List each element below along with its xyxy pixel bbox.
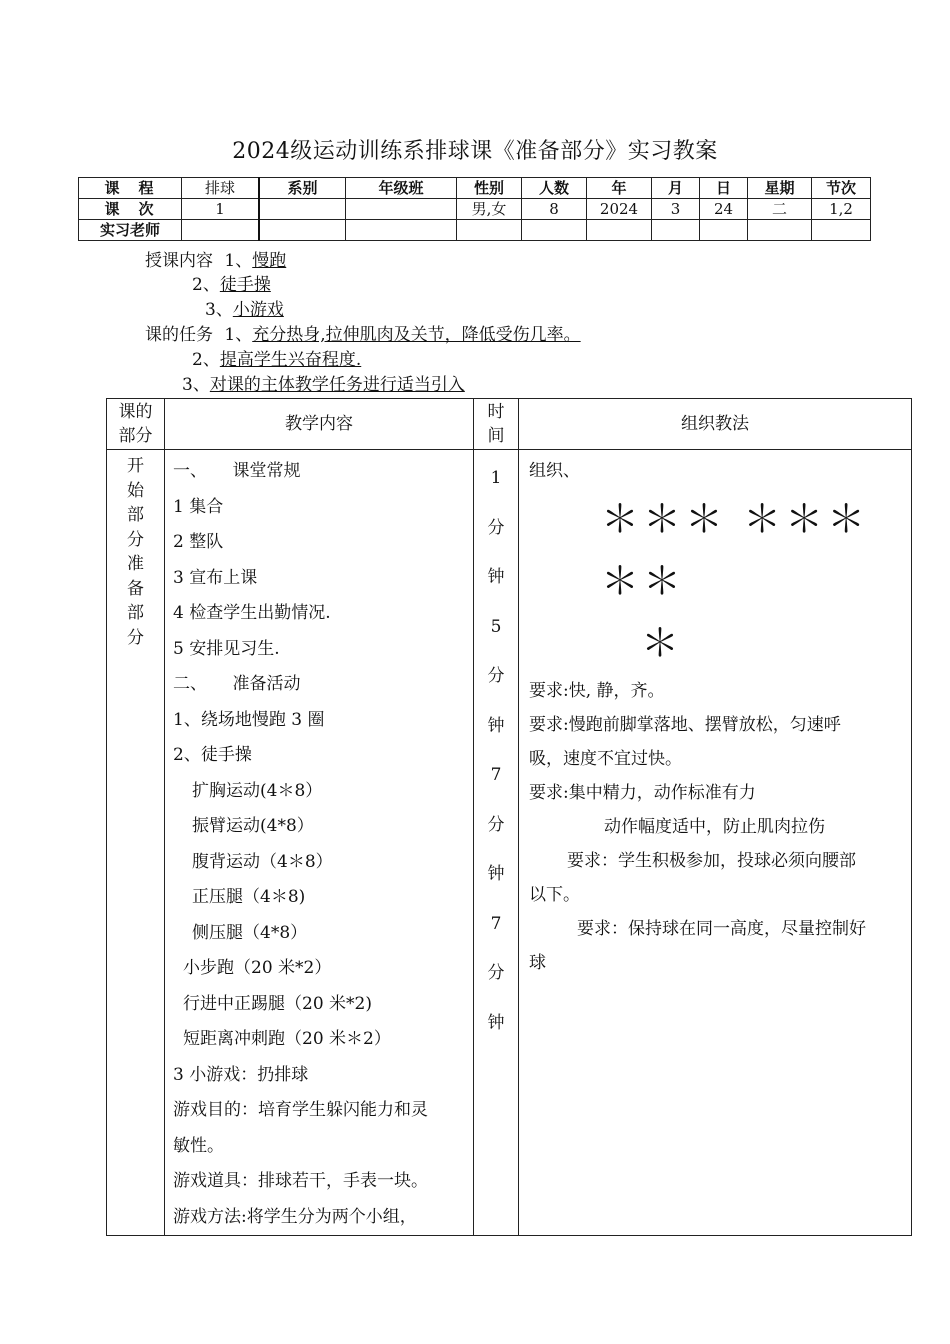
header-part: 课的 部分 — [107, 399, 165, 450]
content-line: 扩胸运动(4＊8） — [175, 780, 323, 801]
label-count: 人数 — [522, 178, 587, 199]
requirement-4: 要求：学生积极参加，投球必须向腰部 — [567, 851, 856, 871]
content-column — [165, 450, 474, 1236]
time-char: 钟 — [487, 1012, 505, 1033]
label-weekday: 星期 — [748, 178, 812, 199]
part-char: 始 — [127, 480, 144, 501]
value-course: 排球 — [182, 178, 260, 199]
time-char: 钟 — [487, 715, 505, 736]
label-session: 课 次 — [79, 199, 182, 220]
content-line: 二、 准备活动 — [173, 674, 301, 694]
value-department — [259, 199, 346, 220]
formation-stars-row-1: ＊＊＊ ＊＊＊ ＊＊ — [601, 497, 870, 603]
content-line: 正压腿（4＊8) — [175, 887, 306, 907]
part-char: 分 — [127, 627, 144, 648]
requirement-2: 要求:慢跑前脚掌落地、摆臂放松，匀速呼 — [529, 715, 841, 735]
info-row-1 — [79, 178, 871, 199]
time-char: 7 — [490, 913, 502, 934]
task-item-3: 3、对课的主体教学任务进行适当引入 — [182, 375, 465, 395]
content-item-2: 2、徒手操 — [192, 275, 271, 295]
value-session: 1 — [182, 199, 260, 220]
content-line: 游戏道具：排球若干，手表一块。 — [173, 1171, 428, 1191]
label-year: 年 — [587, 178, 652, 199]
content-line: 一、 课堂常规 — [173, 461, 301, 481]
part-char: 开 — [127, 456, 144, 476]
label-grade-class: 年级班 — [346, 178, 457, 199]
value-year: 2024 — [587, 199, 652, 220]
label-period: 节次 — [812, 178, 871, 199]
part-char: 部 — [127, 603, 144, 623]
lesson-plan-table — [106, 398, 912, 1236]
content-line: 游戏目的：培育学生躲闪能力和灵 — [173, 1100, 428, 1120]
time-char: 钟 — [487, 864, 505, 884]
time-column — [474, 450, 519, 1236]
content-line: 5 安排见习生. — [173, 638, 280, 659]
task-item-text: 充分热身,拉伸肌肉及关节，降低受伤几率。 — [252, 325, 581, 345]
content-line: 1、绕场地慢跑 3 圈 — [173, 709, 325, 730]
content-line: 1 集合 — [173, 496, 224, 517]
part-column — [107, 450, 165, 1236]
info-row-2 — [79, 199, 871, 220]
time-char: 钟 — [487, 567, 505, 587]
time-char: 7 — [490, 765, 502, 785]
time-char: 分 — [487, 517, 505, 538]
label-gender: 性别 — [457, 178, 522, 199]
course-info-table — [78, 177, 871, 241]
time-char: 1 — [490, 468, 502, 488]
part-char: 备 — [127, 578, 144, 599]
formation-stars-row-2: ＊ — [641, 621, 684, 665]
value-month: 3 — [652, 199, 700, 220]
value-weekday: 二 — [748, 199, 812, 220]
content-item-text: 徒手操 — [219, 275, 271, 295]
content-item-1: 授课内容 1、慢跑 — [145, 251, 287, 271]
content-line: 2 整队 — [173, 532, 224, 552]
value-count: 8 — [522, 199, 587, 220]
content-label: 授课内容 — [145, 251, 213, 271]
content-item-3: 3、小游戏 — [205, 300, 284, 320]
label-teacher: 实习老师 — [79, 220, 182, 241]
header-row — [107, 399, 912, 450]
header-method: 组织教法 — [519, 399, 912, 450]
org-label: 组织、 — [529, 461, 580, 481]
requirement-1: 要求:快, 静，齐。 — [529, 681, 665, 701]
task-item-text: 对课的主体教学任务进行适当引入 — [209, 375, 465, 395]
label-course: 课 程 — [79, 178, 182, 199]
header-time: 时 间 — [474, 399, 519, 450]
body-row — [107, 450, 912, 1236]
content-line: 游戏方法:将学生分为两个小组， — [173, 1206, 417, 1227]
time-char: 5 — [490, 616, 502, 637]
time-char: 分 — [487, 963, 505, 983]
part-char: 部 — [127, 505, 144, 525]
value-teacher — [182, 220, 260, 241]
content-item-text: 小游戏 — [232, 300, 284, 320]
header-content: 教学内容 — [165, 399, 474, 450]
part-char: 分 — [127, 529, 144, 550]
content-line: 敏性。 — [173, 1135, 224, 1156]
requirement-4-cont: 以下。 — [529, 885, 580, 905]
requirement-3: 要求:集中精力，动作标准有力 — [529, 783, 756, 803]
method-column — [519, 450, 912, 1236]
time-char: 分 — [487, 666, 505, 686]
content-line: 3 宣布上课 — [173, 567, 258, 588]
document-title: 2024级运动训练系排球课《准备部分》实习教案 — [232, 139, 718, 164]
content-line: 小步跑（20 米*2） — [183, 958, 332, 978]
task-item-2: 2、提高学生兴奋程度. — [192, 350, 362, 370]
value-period: 1,2 — [812, 199, 871, 220]
requirement-5-cont: 球 — [529, 953, 546, 973]
content-line: 4 检查学生出勤情况. — [173, 603, 331, 623]
label-day: 日 — [700, 178, 748, 199]
content-line: 行进中正踢腿（20 米*2) — [183, 993, 372, 1014]
label-month: 月 — [652, 178, 700, 199]
content-line: 腹背运动（4＊8） — [175, 851, 333, 872]
content-item-text: 慢跑 — [252, 251, 287, 271]
requirement-5: 要求：保持球在同一高度，尽量控制好 — [577, 919, 866, 939]
task-item-1: 课的任务 1、充分热身,拉伸肌肉及关节，降低受伤几率。 — [145, 325, 581, 345]
requirement-2-cont: 吸，速度不宜过快。 — [529, 749, 682, 769]
value-grade-class — [346, 199, 457, 220]
label-department: 系别 — [259, 178, 346, 199]
requirement-3-cont: 动作幅度适中，防止肌肉拉伤 — [604, 817, 825, 837]
content-line: 侧压腿（4*8） — [175, 922, 308, 943]
content-line: 2、徒手操 — [173, 745, 252, 765]
value-gender: 男,女 — [457, 199, 522, 220]
content-line: 短距离冲刺跑（20 米＊2） — [183, 1029, 391, 1049]
content-line: 振臂运动(4*8） — [175, 816, 314, 836]
part-char: 准 — [127, 554, 144, 574]
task-item-text: 提高学生兴奋程度. — [219, 350, 362, 370]
info-row-3 — [79, 220, 871, 241]
time-char: 分 — [487, 814, 505, 835]
content-line: 3 小游戏：扔排球 — [173, 1064, 309, 1085]
value-day: 24 — [700, 199, 748, 220]
task-label: 课的任务 — [145, 325, 213, 345]
